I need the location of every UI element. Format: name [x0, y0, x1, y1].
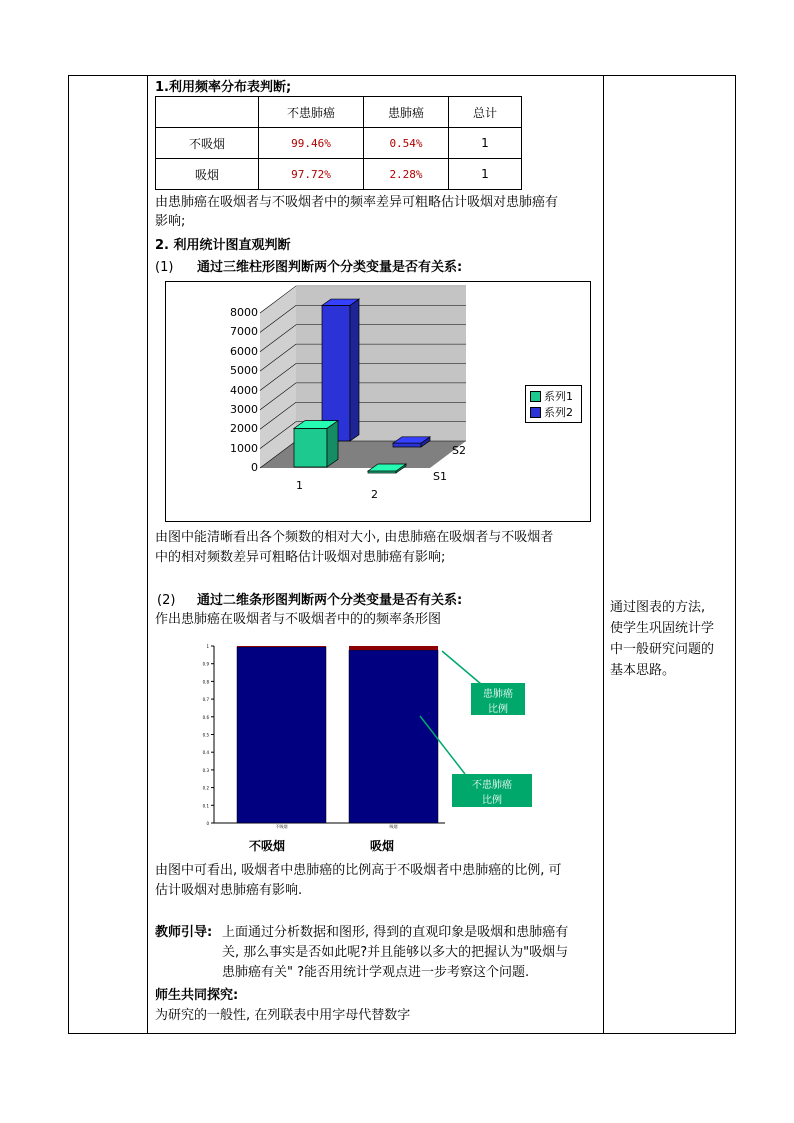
chart-2d-y-tick-label: 0.3: [202, 767, 209, 773]
chart-2d-y-ticks: [203, 644, 214, 826]
chart-2d-bar-no-cancer: [349, 650, 438, 823]
cell-nonsmoker-cancer: 0.54%: [364, 128, 449, 159]
section1-title: 1.利用频率分布表判断;: [155, 80, 292, 95]
legend-swatch-series1: [530, 391, 541, 402]
section2-title: 2. 利用统计图直观判断: [155, 238, 291, 253]
chart-3d-y-tick-label: 3000: [230, 402, 258, 416]
cell-nonsmoker-total: 1: [449, 128, 522, 159]
para1-line1: 由患肺癌在吸烟者与不吸烟者中的频率差异可粗略估计吸烟对患肺癌有: [155, 195, 559, 210]
table-header-cancer: 患肺癌: [364, 97, 449, 128]
chart-3d-side-wall: [260, 287, 296, 468]
chart-2d-y-tick-label: 0.5: [202, 732, 209, 738]
legend-item: [530, 389, 573, 403]
row-label-nonsmoker: 不吸烟: [156, 128, 259, 159]
chart-2d-x-tick-label: 不吸烟: [275, 824, 288, 829]
chart-3d-y-tick-label: 5000: [230, 364, 258, 378]
table-corner-cell: [156, 97, 259, 128]
legend-swatch-series2: [530, 407, 541, 418]
sub1-title: 通过三维柱形图判断两个分类变量是否有关系:: [197, 260, 463, 275]
chart-2d-y-tick-label: 0.8: [202, 679, 209, 685]
chart-2d-y-tick-label: 0.9: [202, 661, 209, 667]
chart-3d-y-tick-label: 1000: [230, 441, 258, 455]
chart-2d-y-tick-label: 0.7: [202, 697, 209, 703]
chart-3d-back-wall: [296, 287, 466, 441]
para2-line2: 中的相对频数差异可粗略估计吸烟对患肺癌有影响;: [155, 550, 446, 565]
chart-3d-bar-series1-cat1: [294, 421, 338, 467]
chart-3d-bar-series2-cat1: [322, 299, 359, 441]
sub2-number: (2): [157, 593, 176, 608]
legend-item: [530, 405, 573, 419]
callout-line-cancer: [442, 651, 481, 684]
chart-2d-x-tick-label: 吸烟: [389, 824, 398, 829]
para3-line2: 估计吸烟对患肺癌有影响.: [155, 883, 303, 898]
chart-2d-y-tick-label: 0.6: [202, 714, 209, 720]
right-note-line3: 中一般研究问题的: [610, 642, 715, 657]
chart-2d-y-tick-label: 0.4: [202, 750, 209, 756]
callout-no-cancer-ratio: [452, 774, 532, 807]
callout-cancer-line2: 比例: [488, 704, 508, 715]
table-header-total: 总计: [449, 97, 522, 128]
sub1-number: (1): [155, 260, 174, 275]
chart-3d-y-tick-label: 0: [251, 461, 258, 474]
chart-3d-y-tick-label: 7000: [230, 325, 258, 339]
column-divider-left: [147, 76, 148, 1033]
frequency-table: [155, 96, 522, 190]
cell-smoker-no-cancer: 97.72%: [259, 159, 364, 190]
table-row: [156, 128, 522, 159]
chart-2d-y-tick-label: 0: [206, 821, 209, 826]
chart-2d-y-tick-label: 0.1: [202, 803, 209, 809]
table-header-no-cancer: 不患肺癌: [259, 97, 364, 128]
chart-2d-plot: [195, 640, 555, 840]
teacher-guide-line1: 上面通过分析数据和图形, 得到的直观印象是吸烟和患肺癌有: [222, 925, 569, 940]
callout-no-cancer-line1: 不患肺癌: [472, 780, 512, 791]
table-row: [156, 159, 522, 190]
chart-2d-bars: [237, 646, 438, 829]
row-label-smoker: 吸烟: [156, 159, 259, 190]
sub2-description: 作出患肺癌在吸烟者与不吸烟者中的的频率条形图: [155, 612, 442, 627]
para2-line1: 由图中能清晰看出各个频数的相对大小, 由患肺癌在吸烟者与不吸烟者: [155, 530, 554, 545]
chart-2d-bar-cancer: [237, 646, 326, 647]
para1-line2: 影响;: [155, 214, 186, 229]
chart-2d-y-tick-label: 0.2: [202, 785, 209, 791]
cell-smoker-total: 1: [449, 159, 522, 190]
right-note-line1: 通过图表的方法,: [610, 600, 706, 615]
chart-2d-x-label-nonsmoker: 不吸烟: [249, 839, 286, 853]
right-note-line4: 基本思路。: [610, 663, 676, 678]
chart-3d-y-tick-label: 8000: [230, 306, 258, 319]
teacher-guide-line3: 患肺癌有关" ?能否用统计学观点进一步考察这个问题.: [222, 965, 530, 980]
chart-2d-y-tick-label: 1: [206, 644, 209, 649]
legend-label-series1: 系列1: [544, 390, 573, 403]
chart-3d-legend: [525, 385, 582, 423]
chart-2d-bar-no-cancer: [237, 647, 326, 823]
teacher-guide-label: 教师引导:: [155, 925, 213, 940]
para3-line1: 由图中可看出, 吸烟者中患肺癌的比例高于不吸烟者中患肺癌的比例, 可: [155, 863, 562, 878]
callout-no-cancer-line2: 比例: [482, 795, 502, 806]
joint-inquiry-text: 为研究的一般性, 在列联表中用字母代替数字: [155, 1008, 411, 1023]
chart-2d-x-label-smoker: 吸烟: [370, 839, 395, 853]
cell-nonsmoker-no-cancer: 99.46%: [259, 128, 364, 159]
chart-3d-y-tick-label: 2000: [230, 422, 258, 436]
chart-3d-x-label-1: 1: [296, 479, 303, 492]
column-divider-right: [603, 76, 604, 1033]
right-note-line2: 使学生巩固统计学: [610, 621, 715, 636]
chart-3d-depth-label-s2: S2: [452, 444, 466, 457]
joint-inquiry-label: 师生共同探究:: [155, 988, 239, 1003]
callout-cancer-line1: 患肺癌: [483, 689, 513, 700]
chart-3d-y-tick-label: 6000: [230, 344, 258, 358]
sub2-title: 通过二维条形图判断两个分类变量是否有关系:: [197, 593, 463, 608]
legend-label-series2: 系列2: [544, 406, 573, 419]
chart-3d-x-label-2: 2: [371, 488, 378, 501]
chart-3d-y-tick-label: 4000: [230, 383, 258, 397]
chart-3d-depth-label-s1: S1: [433, 470, 447, 483]
callout-cancer-ratio: [471, 683, 525, 715]
teacher-guide-line2: 关, 那么事实是否如此呢?并且能够以多大的把握认为"吸烟与: [222, 945, 569, 960]
table-header-row: [156, 97, 522, 128]
cell-smoker-cancer: 2.28%: [364, 159, 449, 190]
chart-2d-bar-cancer: [349, 646, 438, 650]
